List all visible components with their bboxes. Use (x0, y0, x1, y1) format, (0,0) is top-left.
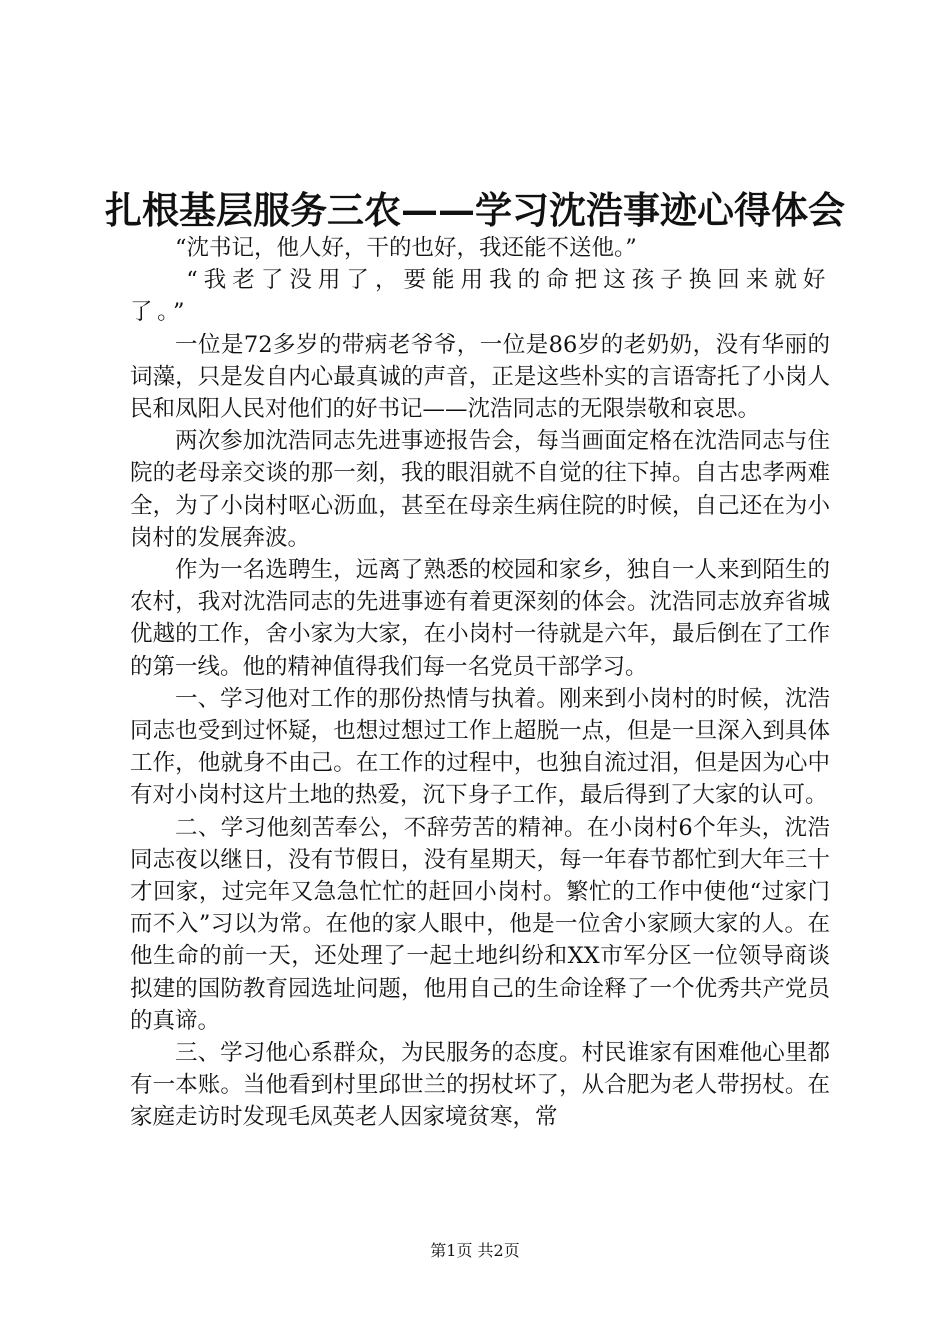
document-body (130, 232, 830, 1134)
paragraph-quote-2: “我老了没用了，要能用我的命把这孩子换回来就好了。” (130, 267, 830, 326)
document-title: 扎根基层服务三农——学习沈浩事迹心得体会 (105, 188, 845, 232)
paragraph-intro: 一位是72多岁的带病老爷爷，一位是86岁的老奶奶，没有华丽的词藻，只是发自内心最真诚的声音，正是这些朴实的言语寄托了小岗人民和凤阳人民对他们的好书记——沈浩同志的无限崇敬和哀思。 (130, 331, 830, 423)
paragraph-selected-graduate: 作为一名选聘生，远离了熟悉的校园和家乡，独自一人来到陌生的农村，我对沈浩同志的先进事迹有着更深刻的体会。沈浩同志放弃省城优越的工作，舍小家为大家，在小岗村一待就是六年，最后倒在了工作的第一线。他的精神值得我们每一名党员干部学习。 (130, 557, 830, 680)
page-footer (0, 1241, 950, 1261)
paragraph-report-meeting: 两次参加沈浩同志先进事迹报告会，每当画面定格在沈浩同志与住院的老母亲交谈的那一刻，我的眼泪就不自觉的往下掉。自古忠孝两难全，为了小岗村呕心沥血，甚至在母亲生病住院的时候，自己还在为小岗村的发展奔波。 (130, 428, 830, 551)
page-number-label: 第1页 共2页 (430, 1241, 520, 1260)
paragraph-quote-1: “沈书记，他人好，干的也好，我还能不送他。” (175, 235, 637, 261)
paragraph-point-two: 二、学习他刻苦奉公，不辞劳苦的精神。在小岗村6个年头，沈浩同志夜以继日，没有节假日，没有星期天，每一年春节都忙到大年三十才回家，过完年又急急忙忙的赶回小岗村。繁忙的工作中使他“过家门而不入”习以为常。在他的家人眼中，他是一位舍小家顾大家的人。在他生命的前一天，还处理了一起土地纠纷和XX市军分区一位领导商谈拟建的国防教育园选址问题，他用自己的生命诠释了一个优秀共产党员的真谛。 (130, 814, 830, 1034)
paragraph-point-one: 一、学习他对工作的那份热情与执着。刚来到小岗村的时候，沈浩同志也受到过怀疑，也想过想过工作上超脱一点，但是一旦深入到具体工作，他就身不由己。在工作的过程中，也独自流过泪，但是因为心中有对小岗村这片土地的热爱，沉下身子工作，最后得到了大家的认可。 (130, 685, 830, 809)
paragraph-point-three: 三、学习他心系群众，为民服务的态度。村民谁家有困难他心里都有一本账。当他看到村里邱世兰的拐杖坏了，从合肥为老人带拐杖。在家庭走访时发现毛凤英老人因家境贫寒，常 (130, 1040, 830, 1131)
